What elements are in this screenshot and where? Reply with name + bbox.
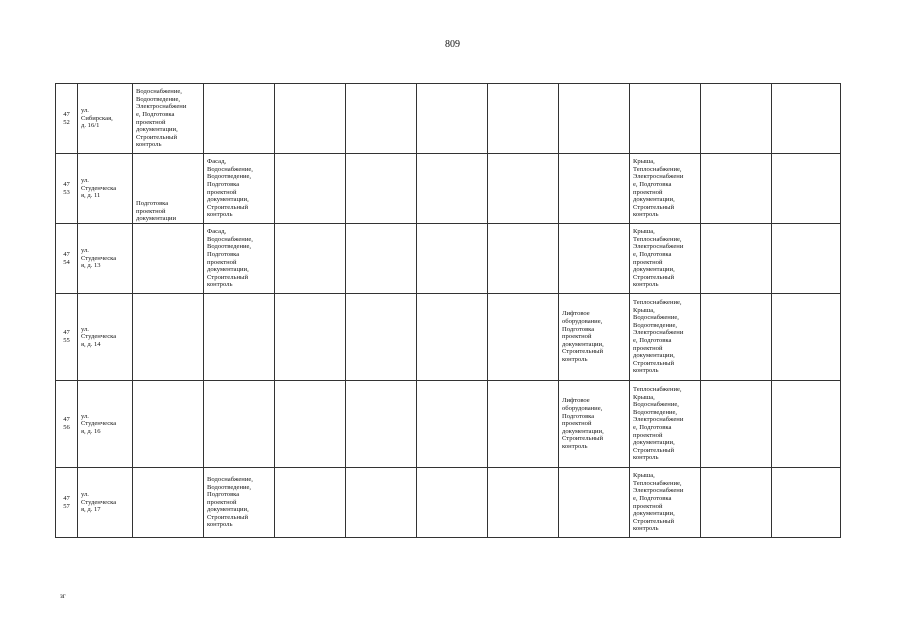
table-row xyxy=(56,294,841,381)
work-cell: Крыша, Теплоснабжение, Электроснабжени е, Подготовка проектной документации, Строительный контроль xyxy=(630,468,701,538)
work-cell xyxy=(204,84,275,154)
work-cell xyxy=(204,294,275,381)
address-cell: ул. Студенческа я, д. 16 xyxy=(78,381,133,468)
work-cell: Лифтовое оборудование, Подготовка проектной документации, Строительный контроль xyxy=(559,294,630,381)
empty-cell xyxy=(417,84,488,154)
row-number-cell: 47 55 xyxy=(56,294,78,381)
empty-cell xyxy=(488,224,559,294)
empty-cell xyxy=(275,84,346,154)
empty-cell xyxy=(417,468,488,538)
work-cell xyxy=(204,381,275,468)
empty-cell xyxy=(346,154,417,224)
empty-cell xyxy=(275,381,346,468)
empty-cell xyxy=(346,84,417,154)
work-cell: Подготовка проектной документации xyxy=(133,154,204,224)
work-cell: Теплоснабжение, Крыша, Водоснабжение, Водоотведение, Электроснабжени е, Подготовка проектной документации, Строительный контроль xyxy=(630,294,701,381)
empty-cell xyxy=(488,468,559,538)
address-cell: ул. Студенческа я, д. 13 xyxy=(78,224,133,294)
work-cell: Крыша, Теплоснабжение, Электроснабжени е, Подготовка проектной документации, Строительный контроль xyxy=(630,224,701,294)
empty-cell xyxy=(488,84,559,154)
capital-repair-table xyxy=(55,83,841,538)
work-cell: Лифтовое оборудование, Подготовка проектной документации, Строительный контроль xyxy=(559,381,630,468)
table-row xyxy=(56,154,841,224)
empty-cell xyxy=(346,468,417,538)
empty-cell xyxy=(701,294,772,381)
empty-cell xyxy=(701,381,772,468)
page-number: 809 xyxy=(445,39,460,50)
table-row xyxy=(56,381,841,468)
empty-cell xyxy=(488,381,559,468)
empty-cell xyxy=(275,154,346,224)
address-cell: ул. Студенческа я, д. 14 xyxy=(78,294,133,381)
row-number-cell: 47 54 xyxy=(56,224,78,294)
empty-cell xyxy=(772,84,841,154)
empty-cell xyxy=(772,224,841,294)
empty-cell xyxy=(701,224,772,294)
row-number-cell: 47 53 xyxy=(56,154,78,224)
row-number-cell: 47 52 xyxy=(56,84,78,154)
empty-cell xyxy=(772,468,841,538)
empty-cell xyxy=(417,224,488,294)
work-cell xyxy=(630,84,701,154)
work-cell xyxy=(559,224,630,294)
empty-cell xyxy=(417,154,488,224)
empty-cell xyxy=(417,381,488,468)
empty-cell xyxy=(346,381,417,468)
empty-cell xyxy=(275,468,346,538)
empty-cell xyxy=(346,224,417,294)
work-cell: Фасад, Водоснабжение, Водоотведение, Подготовка проектной документации, Строительный контроль xyxy=(204,154,275,224)
work-cell xyxy=(133,468,204,538)
footer-mark: зг xyxy=(60,592,66,600)
empty-cell xyxy=(275,294,346,381)
address-cell: ул. Студенческа я, д. 17 xyxy=(78,468,133,538)
empty-cell xyxy=(488,154,559,224)
empty-cell xyxy=(346,294,417,381)
table-row xyxy=(56,468,841,538)
work-cell: Водоснабжение, Водоотведение, Подготовка проектной документации, Строительный контроль xyxy=(204,468,275,538)
row-number-cell: 47 56 xyxy=(56,381,78,468)
empty-cell xyxy=(701,84,772,154)
work-cell: Крыша, Теплоснабжение, Электроснабжени е, Подготовка проектной документации, Строительный контроль xyxy=(630,154,701,224)
table-row xyxy=(56,84,841,154)
table-row xyxy=(56,224,841,294)
work-cell: Теплоснабжение, Крыша, Водоснабжение, Водоотведение, Электроснабжени е, Подготовка проектной документации, Строительный контроль xyxy=(630,381,701,468)
address-cell: ул. Студенческа я, д. 11 xyxy=(78,154,133,224)
empty-cell xyxy=(701,468,772,538)
work-cell: Фасад, Водоснабжение, Водоотведение, Подготовка проектной документации, Строительный контроль xyxy=(204,224,275,294)
row-number-cell: 47 57 xyxy=(56,468,78,538)
work-cell xyxy=(559,154,630,224)
work-cell xyxy=(133,381,204,468)
empty-cell xyxy=(417,294,488,381)
empty-cell xyxy=(275,224,346,294)
work-cell xyxy=(133,224,204,294)
empty-cell xyxy=(488,294,559,381)
empty-cell xyxy=(701,154,772,224)
work-cell xyxy=(559,84,630,154)
work-cell: Водоснабжение, Водоотведение, Электроснабжени е, Подготовка проектной документации, Строительный контроль xyxy=(133,84,204,154)
empty-cell xyxy=(772,294,841,381)
work-cell xyxy=(559,468,630,538)
work-cell xyxy=(133,294,204,381)
address-cell: ул. Сибирская, д. 16/1 xyxy=(78,84,133,154)
empty-cell xyxy=(772,381,841,468)
empty-cell xyxy=(772,154,841,224)
